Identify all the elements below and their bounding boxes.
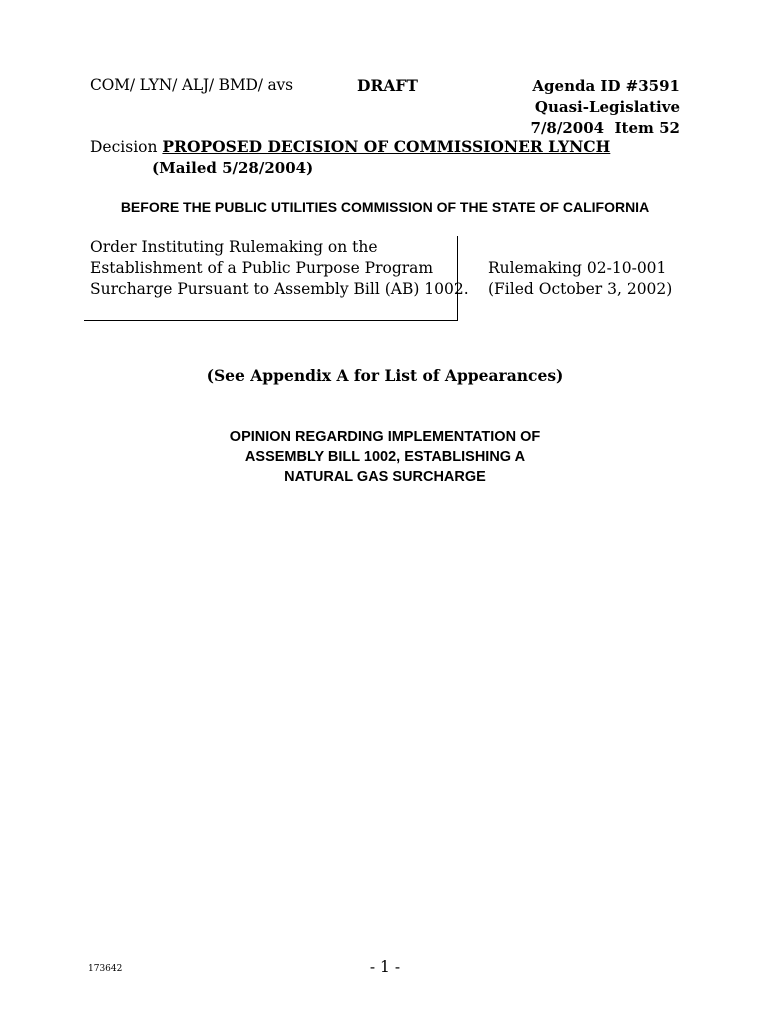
document-number: 173642 xyxy=(88,964,123,974)
filed-date: (Filed October 3, 2002) xyxy=(488,280,673,298)
routing-codes: COM/ LYN/ ALJ/ BMD/ avs xyxy=(90,76,293,94)
appendix-note: (See Appendix A for List of Appearances) xyxy=(206,366,564,385)
date-item: 7/8/2004 Item 52 xyxy=(530,119,680,137)
caption-text xyxy=(90,237,469,300)
rulemaking-number: Rulemaking 02-10-001 xyxy=(488,259,667,277)
agenda-block xyxy=(531,76,680,139)
opinion-title xyxy=(0,427,770,487)
page-number: - 1 - xyxy=(369,958,401,976)
caption-line: Order Instituting Rulemaking on the xyxy=(90,238,378,256)
rulemaking-block xyxy=(488,258,673,300)
caption-line: Establishment of a Public Purpose Program xyxy=(90,259,434,277)
proceeding-type: Quasi-Legislative xyxy=(534,98,680,116)
agenda-id: Agenda ID #3591 xyxy=(532,77,680,95)
caption-line: Surcharge Pursuant to Assembly Bill (AB) 1002. xyxy=(90,280,469,298)
decision-prefix: Decision xyxy=(90,138,158,156)
decision-title: PROPOSED DECISION OF COMMISSIONER LYNCH xyxy=(162,137,611,156)
opinion-title-line: OPINION REGARDING IMPLEMENTATION OF xyxy=(229,429,541,445)
decision-line xyxy=(90,137,610,156)
draft-label: DRAFT xyxy=(357,76,418,95)
court-heading: BEFORE THE PUBLIC UTILITIES COMMISSION OF THE STATE OF CALIFORNIA xyxy=(120,199,650,215)
opinion-title-line: NATURAL GAS SURCHARGE xyxy=(284,469,486,485)
opinion-title-line: ASSEMBLY BILL 1002, ESTABLISHING A xyxy=(244,449,526,465)
mailed-date: (Mailed 5/28/2004) xyxy=(152,159,314,177)
